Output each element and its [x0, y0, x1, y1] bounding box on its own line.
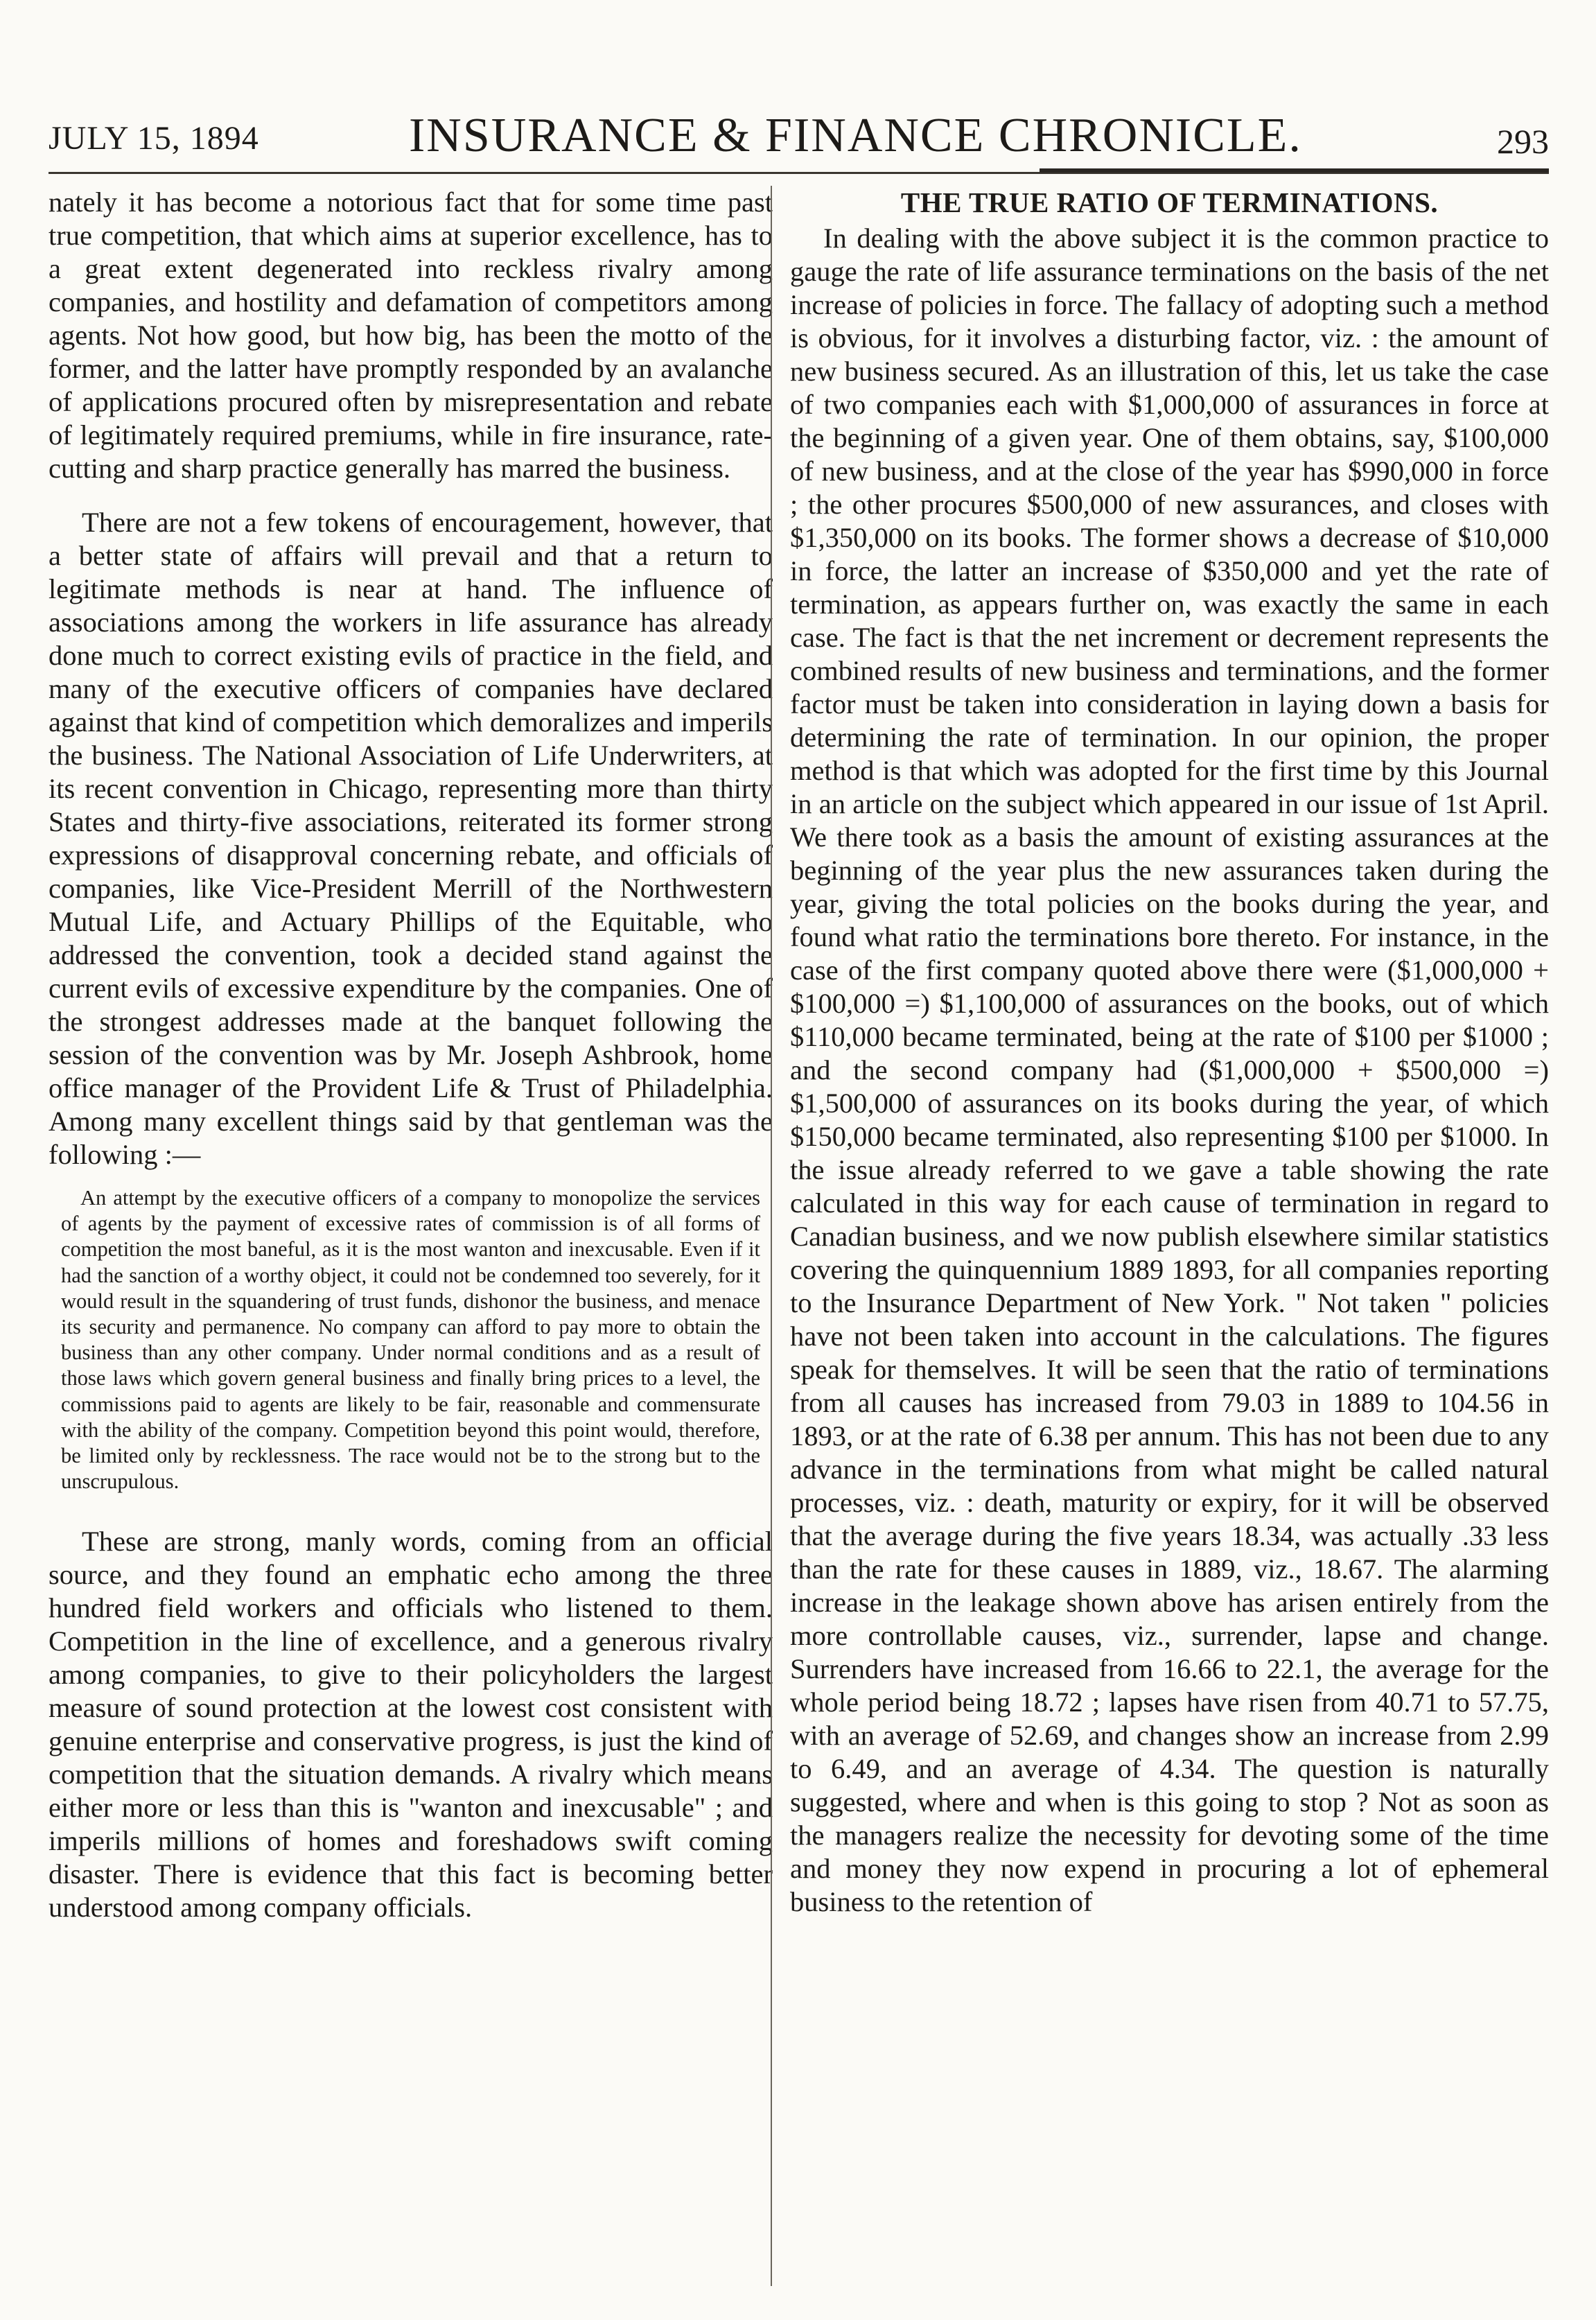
right-column [790, 186, 1549, 2293]
column-divider [771, 186, 772, 2286]
article-paragraph: nately it has become a notorious fact that for some time past true competition, that which aims at superior excellence, has to a great extent degenerated into reckless rivalry among companies, and hostility and defamation of competitors among agents. Not how good, but how big, has been the motto of the former, and the latter have promptly responded by an avalanche of applications procured often by misrepresentation and rebate of legitimately required premiums, while in fire insurance, rate-cutting and sharp practice generally has marred the business. [49, 186, 773, 484]
article-paragraph: There are not a few tokens of encouragement, however, that a better state of affairs will prevail and that a return to legitimate methods is near at hand. The influence of associations among the workers in life assurance has already done much to correct existing evils of practice in the field, and many of the executive officers of companies have declared against that kind of competition which demoralizes and imperils the business. The National Association of Life Underwriters, at its recent convention in Chicago, representing more than thirty States and thirty-five associations, reiterated its former strong expressions of disapproval concerning rebate, and officials of companies, like Vice-President Merrill of the Northwestern Mutual Life, and Actuary Phillips of the Equitable, who addressed the convention, took a decided stand against the current evils of excessive expenditure by the companies. One of the strongest addresses made at the banquet following the session of the convention was by Mr. Joseph Ashbrook, home office manager of the Provident Life & Trust of Philadelphia. Among many excellent things said by that gentleman was the following :— [49, 507, 773, 1170]
article-heading: THE TRUE RATIO OF TERMINATIONS. [900, 186, 1439, 218]
issue-date: JULY 15, 1894 [49, 120, 259, 157]
masthead-rule-heavy [1040, 168, 1549, 173]
left-column [49, 186, 773, 2293]
article-paragraph: These are strong, manly words, coming from an official source, and they found an emphatic echo among the three hundred field workers and officials who listened to them. Competition in the line of excellence, and a generous rivalry among companies, to give to their policyholders the largest measure of sound protection at the lowest cost consistent with genuine enterprise and conservative progress, is just the kind of competition that the situation demands. A rivalry which means either more or less than this is "wanton and inexcusable" ; and imperils millions of homes and foreshadows swift coming disaster. There is evidence that this fact is becoming better understood among company officials. [49, 1526, 773, 1924]
block-quote: An attempt by the executive officers of a company to monopolize the services of agents by the payment of excessive rates of commission is of all forms of competition the most baneful, as it is the most wanton and inexcusable. Even if it had the sanction of a worthy object, it could not be condemned too severely, for it would result in the squandering of trust funds, dishonor the business, and menace its security and permanence. No company can afford to pay more to obtain the business than any other company. Under normal conditions and as a result of those laws which govern general business and finally bring prices to a level, the commissions paid to agents are likely to be fair, reasonable and commensurate with the ability of the company. Competition beyond this point would, therefore, be limited only by recklessness. The race would not be to the strong but to the unscrupulous. [61, 1186, 760, 1494]
publication-title: INSURANCE & FINANCE CHRONICLE. [409, 109, 1302, 162]
masthead [49, 83, 1549, 162]
page-number: 293 [1497, 122, 1549, 161]
article-paragraph: In dealing with the above subject it is the common practice to gauge the rate of life assurance terminations on the basis of the net increase of policies in force. The fallacy of adopting such a method is obvious, for it involves a disturbing factor, viz. : the amount of new business secured. As an illustration of this, let us take the case of two companies each with $1,000,000 of assurances in force at the beginning of a given year. One of them obtains, say, $100,000 of new business, and at the close of the year has $990,000 in force ; the other procures $500,000 of new assurances, and closes with $1,350,000 on its books. The former shows a decrease of $10,000 in force, the latter an increase of $350,000 and yet the rate of termination, as appears further on, was exactly the same in each case. The fact is that the net increment or decrement represents the combined results of new business and terminations, and the former factor must be taken into consideration in laying down a basis for determining the rate of termination. In our opinion, the proper method is that which was adopted for the first time by this Journal in an article on the subject which appeared in our issue of 1st April. We there took as a basis the amount of existing assurances at the beginning of the year plus the new assurances taken during the year, giving the total policies on the books during the year, and found what ratio the terminations bore thereto. For instance, in the case of the first company quoted above there were ($1,000,000 + $100,000 =) $1,100,000 of assurances on the books, out of which $110,000 became terminated, being at the rate of $100 per $1000 ; and the second company had ($1,000,000 + $500,000 =) $1,500,000 of assurances on its books during the year, of which $150,000 became terminated, also representing $100 per $1000. In the issue already referred to we gave a table showing the rate calculated in this way for each cause of termination in regard to Canadian business, and we now publish elsewhere similar statistics covering the quinquennium 1889 1893, for all companies reporting to the Insurance Department of New York. " Not taken " policies have not been taken into account in the calculations. The figures speak for themselves. It will be seen that the ratio of terminations from all causes has increased from 79.03 in 1889 to 104.56 in 1893, or at the rate of 6.38 per annum. This has not been due to any advance in the terminations from what might be called natural processes, viz. : death, maturity or expiry, for it will be observed that the average during the five years 18.34, was actually .33 less than the rate for these causes in 1889, viz., 18.67. The alarming increase in the leakage shown above has arisen entirely from the more controllable causes, viz., surrender, lapse and change. Surrenders have increased from 16.66 to 22.1, the average for the whole period being 18.72 ; lapses have risen from 40.71 to 57.75, with an average of 52.69, and changes show an increase from 2.99 to 6.49, and an average of 4.34. The question is naturally suggested, where and when is this going to stop ? Not as soon as the managers realize the necessity for devoting some of the time and money they now expend in procuring a lot of ephemeral business to the retention of [790, 223, 1549, 1917]
